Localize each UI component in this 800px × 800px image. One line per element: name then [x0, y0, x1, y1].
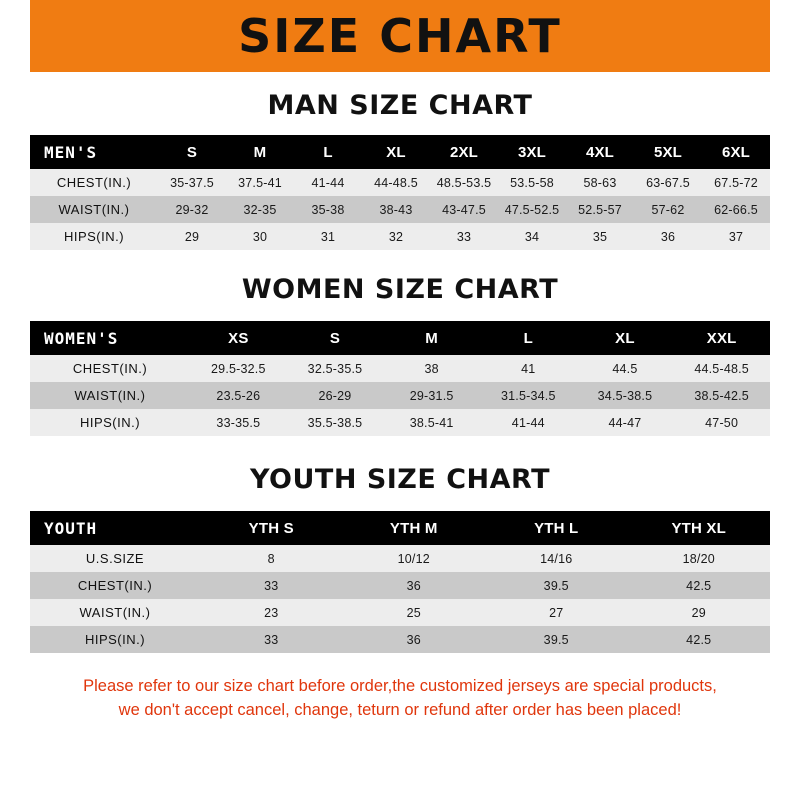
women-cell: 33-35.5 [190, 409, 287, 436]
women-cell: 29-31.5 [383, 382, 480, 409]
women-header-cell: XS [190, 321, 287, 355]
youth-size-table [30, 511, 770, 653]
youth-cell: 42.5 [628, 626, 771, 653]
men-cell: 43-47.5 [430, 196, 498, 223]
men-cell: 57-62 [634, 196, 702, 223]
youth-table-wrapper [30, 511, 770, 653]
men-cell: 32 [362, 223, 430, 250]
men-row-label: CHEST(IN.) [30, 169, 158, 196]
youth-cell: 42.5 [628, 572, 771, 599]
men-cell: 35-38 [294, 196, 362, 223]
youth-cell: 39.5 [485, 572, 628, 599]
youth-row-label: HIPS(IN.) [30, 626, 200, 653]
table-row [30, 382, 770, 409]
youth-cell: 27 [485, 599, 628, 626]
men-cell: 62-66.5 [702, 196, 770, 223]
table-row [30, 545, 770, 572]
men-row-label: WAIST(IN.) [30, 196, 158, 223]
women-cell: 32.5-35.5 [287, 355, 384, 382]
youth-cell: 33 [200, 626, 343, 653]
men-header-cell: 5XL [634, 135, 702, 169]
youth-row-label: WAIST(IN.) [30, 599, 200, 626]
women-section-title: WOMEN SIZE CHART [241, 274, 559, 305]
women-cell: 38.5-41 [383, 409, 480, 436]
men-cell: 29 [158, 223, 226, 250]
page-title: SIZE CHART [238, 9, 562, 63]
men-header-cell: XL [362, 135, 430, 169]
youth-row-label: CHEST(IN.) [30, 572, 200, 599]
men-header-cell: 4XL [566, 135, 634, 169]
men-header-cell: M [226, 135, 294, 169]
women-cell: 34.5-38.5 [577, 382, 674, 409]
table-row [30, 572, 770, 599]
table-row [30, 196, 770, 223]
men-size-table [30, 135, 770, 250]
men-cell: 41-44 [294, 169, 362, 196]
women-cell: 44-47 [577, 409, 674, 436]
men-cell: 58-63 [566, 169, 634, 196]
youth-header-cell: YOUTH [30, 511, 200, 545]
table-row [30, 223, 770, 250]
men-cell: 30 [226, 223, 294, 250]
women-cell: 41 [480, 355, 577, 382]
men-cell: 35 [566, 223, 634, 250]
table-row [30, 355, 770, 382]
youth-cell: 36 [343, 572, 486, 599]
youth-header-cell: YTH M [343, 511, 486, 545]
youth-header-cell: YTH L [485, 511, 628, 545]
men-header-cell: 2XL [430, 135, 498, 169]
women-header-cell: XXL [673, 321, 770, 355]
women-cell: 26-29 [287, 382, 384, 409]
youth-cell: 36 [343, 626, 486, 653]
footer-line-1: Please refer to our size chart before order,the customized jerseys are special products, [83, 677, 717, 695]
youth-header-cell: YTH XL [628, 511, 771, 545]
men-row-label: HIPS(IN.) [30, 223, 158, 250]
men-header-cell: 6XL [702, 135, 770, 169]
youth-cell: 25 [343, 599, 486, 626]
men-header-cell: MEN'S [30, 135, 158, 169]
women-row-label: HIPS(IN.) [30, 409, 190, 436]
youth-cell: 8 [200, 545, 343, 572]
men-cell: 44-48.5 [362, 169, 430, 196]
men-cell: 29-32 [158, 196, 226, 223]
men-table-wrapper [30, 135, 770, 250]
women-header-cell: WOMEN'S [30, 321, 190, 355]
table-row [30, 409, 770, 436]
table-header-row [30, 321, 770, 355]
men-header-cell: L [294, 135, 362, 169]
men-cell: 37.5-41 [226, 169, 294, 196]
men-cell: 33 [430, 223, 498, 250]
men-cell: 35-37.5 [158, 169, 226, 196]
women-cell: 38 [383, 355, 480, 382]
men-cell: 47.5-52.5 [498, 196, 566, 223]
table-row [30, 599, 770, 626]
women-header-cell: S [287, 321, 384, 355]
table-header-row [30, 135, 770, 169]
women-cell: 23.5-26 [190, 382, 287, 409]
women-cell: 44.5 [577, 355, 674, 382]
women-row-label: CHEST(IN.) [30, 355, 190, 382]
youth-section-title: YOUTH SIZE CHART [249, 464, 551, 495]
men-cell: 38-43 [362, 196, 430, 223]
men-cell: 53.5-58 [498, 169, 566, 196]
youth-cell: 23 [200, 599, 343, 626]
women-cell: 44.5-48.5 [673, 355, 770, 382]
youth-cell: 39.5 [485, 626, 628, 653]
women-cell: 29.5-32.5 [190, 355, 287, 382]
women-header-cell: M [383, 321, 480, 355]
men-cell: 52.5-57 [566, 196, 634, 223]
men-header-cell: 3XL [498, 135, 566, 169]
youth-header-cell: YTH S [200, 511, 343, 545]
youth-row-label: U.S.SIZE [30, 545, 200, 572]
men-cell: 36 [634, 223, 702, 250]
header-banner [0, 0, 800, 72]
women-row-label: WAIST(IN.) [30, 382, 190, 409]
women-cell: 35.5-38.5 [287, 409, 384, 436]
women-cell: 41-44 [480, 409, 577, 436]
women-table-wrapper [30, 321, 770, 436]
women-header-cell: L [480, 321, 577, 355]
women-size-table [30, 321, 770, 436]
footer-line-2: we don't accept cancel, change, teturn or refund after order has been placed! [118, 700, 682, 719]
youth-cell: 14/16 [485, 545, 628, 572]
table-header-row [30, 511, 770, 545]
youth-cell: 29 [628, 599, 771, 626]
header-right-white-block [770, 0, 800, 72]
women-cell: 38.5-42.5 [673, 382, 770, 409]
table-row [30, 169, 770, 196]
table-row [30, 626, 770, 653]
men-header-cell: S [158, 135, 226, 169]
women-cell: 31.5-34.5 [480, 382, 577, 409]
men-cell: 48.5-53.5 [430, 169, 498, 196]
women-header-cell: XL [577, 321, 674, 355]
footer-disclaimer [22, 675, 778, 723]
women-cell: 47-50 [673, 409, 770, 436]
men-cell: 32-35 [226, 196, 294, 223]
youth-cell: 18/20 [628, 545, 771, 572]
header-left-white-block [0, 0, 30, 72]
men-cell: 34 [498, 223, 566, 250]
men-cell: 63-67.5 [634, 169, 702, 196]
youth-cell: 10/12 [343, 545, 486, 572]
youth-cell: 33 [200, 572, 343, 599]
men-cell: 37 [702, 223, 770, 250]
men-section-title: MAN SIZE CHART [267, 90, 533, 121]
men-cell: 31 [294, 223, 362, 250]
men-cell: 67.5-72 [702, 169, 770, 196]
